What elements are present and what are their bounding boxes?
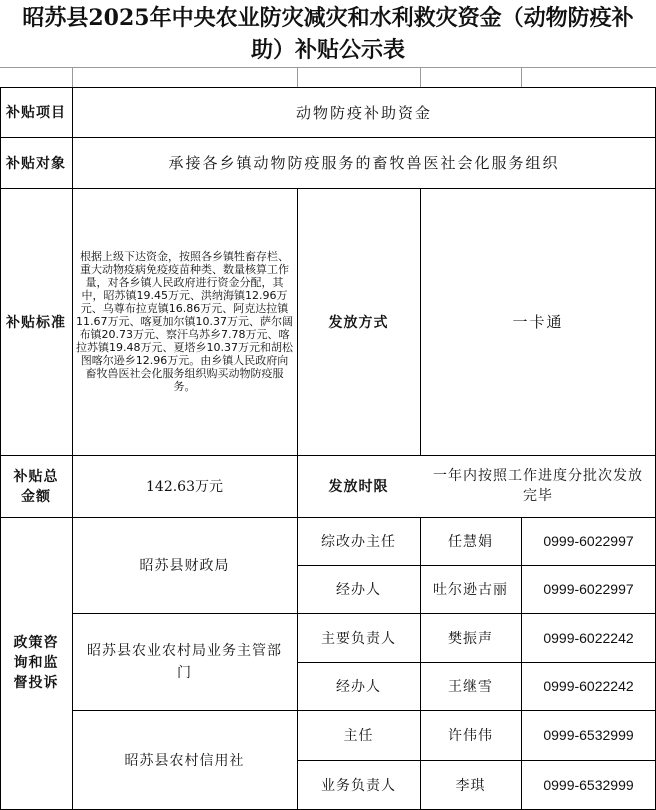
label-project: 补贴项目 — [6, 105, 66, 121]
value-standard-text: 根据上级下达资金，按照各乡镇牲畜存栏、重大动物疫病免疫疫苗种类、数量核算工作量，对各乡镇人民政府进行资金分配，其中，昭苏镇19.45万元、洪纳海镇12.96万元、乌尊布拉克镇16.86万元、阿克达拉镇11.67万元、喀夏加尔镇10.37万元、萨尔阔布镇20.73万元、察汗乌苏乡7.78万元、喀拉苏镇19.48万元、夏塔乡10.37万元和胡松图喀尔逊乡12.96万元。由乡镇人民政府向畜牧兽医社会化服务组织购买动物防疫服务。 — [76, 250, 293, 393]
contact-phone: 0999-6532999 — [543, 727, 634, 743]
contact-role: 业务负责人 — [321, 777, 396, 794]
contact-role: 经办人 — [336, 679, 381, 695]
label-target: 补贴对象 — [6, 155, 66, 172]
contact-person: 吐尔逊古丽 — [433, 582, 508, 598]
contact-phone: 0999-6022997 — [543, 533, 634, 549]
title-line-1: 昭苏县2025年中央农业防灾减灾和水利救灾资金（动物防疫补 — [22, 5, 634, 31]
contact-role: 综改办主任 — [321, 534, 396, 550]
label-total-line-1: 补贴总 — [13, 469, 59, 485]
contact-phone: 0999-6022242 — [543, 678, 634, 694]
value-method: 一卡通 — [512, 313, 564, 331]
contact-role: 主任 — [343, 728, 374, 744]
contact-person: 许伟伟 — [448, 728, 493, 744]
label-period: 发放时限 — [328, 479, 389, 495]
value-project: 动物防疫补助资金 — [295, 103, 432, 122]
label-total-line-2: 金额 — [21, 489, 51, 505]
title-line-2: 助）补贴公示表 — [250, 37, 405, 63]
contact-person: 任慧娟 — [448, 534, 493, 550]
value-period: 一年内按照工作进度分批次发放完毕 — [433, 468, 643, 504]
org-name-credit-union: 昭苏县农村信用社 — [124, 752, 245, 769]
org-name-agriculture: 昭苏县农业农村局业务主管部门 — [87, 642, 282, 681]
value-total: 142.63万元 — [146, 479, 223, 495]
label-total — [0, 455, 72, 517]
label-standard: 补贴标准 — [6, 314, 66, 331]
org-name-finance: 昭苏县财政局 — [139, 558, 230, 574]
contact-phone: 0999-6532999 — [543, 776, 634, 793]
contact-phone: 0999-6022997 — [543, 581, 634, 597]
contact-role: 主要负责人 — [321, 630, 396, 647]
contact-person: 李琪 — [455, 777, 486, 794]
label-method: 发放方式 — [328, 314, 389, 331]
contact-person: 王继雪 — [448, 679, 493, 695]
contact-phone: 0999-6022242 — [543, 629, 634, 646]
label-supervision: 政策咨询和监督投诉 — [13, 635, 59, 691]
value-target: 承接各乡镇动物防疫服务的畜牧兽医社会化服务组织 — [168, 154, 560, 172]
contact-person: 樊振声 — [448, 630, 493, 647]
contact-role: 经办人 — [336, 582, 381, 598]
